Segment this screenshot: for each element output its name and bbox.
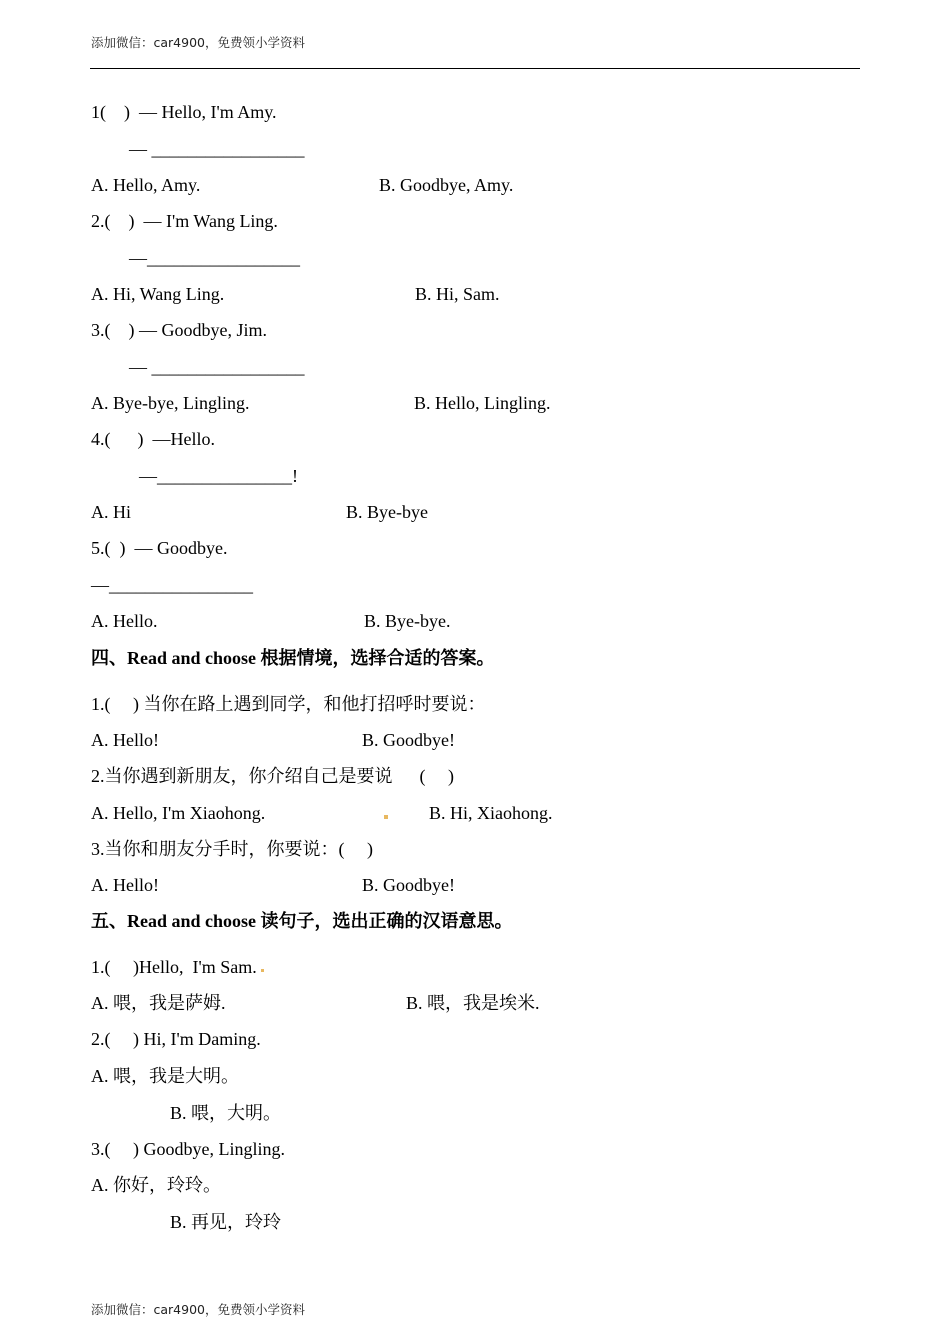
- answer-blank: — _________________: [129, 139, 305, 159]
- question-text: 1.( ) 当你在路上遇到同学，和他打招呼时要说：: [91, 694, 486, 714]
- section-4-title: 四、Read and choose 根据情境，选择合适的答案。: [91, 648, 495, 668]
- option-a: A. 喂，我是萨姆.: [91, 993, 226, 1013]
- option-b: B. Goodbye!: [362, 875, 455, 895]
- answer-blank: —________________: [91, 575, 253, 595]
- question-text: 3.当你和朋友分手时，你要说：( ): [91, 839, 373, 859]
- question-text: 3.( ) — Goodbye, Jim.: [91, 320, 267, 340]
- page-header-note: 添加微信：car4900，免费领小学资料: [91, 35, 305, 50]
- answer-blank: — _________________: [129, 357, 305, 377]
- option-b: B. Hello, Lingling.: [414, 393, 551, 413]
- page-footer-note: 添加微信：car4900，免费领小学资料: [91, 1302, 305, 1317]
- question-text: 2.当你遇到新朋友，你介绍自己是要说 ( ): [91, 766, 454, 786]
- header-rule: [90, 68, 860, 69]
- option-a: A. Hello!: [91, 875, 159, 895]
- option-a: A. Bye-bye, Lingling.: [91, 393, 250, 413]
- question-text: 2.( ) Hi, I'm Daming.: [91, 1029, 261, 1049]
- option-b: B. Hi, Xiaohong.: [429, 803, 553, 823]
- stray-mark: [384, 815, 388, 819]
- option-a: A. Hi: [91, 502, 131, 522]
- section-5-title: 五、Read and choose 读句子，选出正确的汉语意思。: [91, 911, 513, 931]
- option-b: B. 喂，大明。: [170, 1103, 282, 1123]
- question-text: 2.( ) — I'm Wang Ling.: [91, 211, 278, 231]
- option-a: A. Hello.: [91, 611, 158, 631]
- option-a: A. Hi, Wang Ling.: [91, 284, 225, 304]
- question-text: 1.( )Hello, I'm Sam.: [91, 957, 257, 977]
- option-a: A. 你好，玲玲。: [91, 1175, 221, 1195]
- option-a: A. Hello, I'm Xiaohong.: [91, 803, 266, 823]
- question-text: 5.( ) — Goodbye.: [91, 538, 228, 558]
- stray-mark: [261, 969, 264, 972]
- option-a: A. Hello!: [91, 730, 159, 750]
- option-a: A. Hello, Amy.: [91, 175, 201, 195]
- question-text: 3.( ) Goodbye, Lingling.: [91, 1139, 285, 1159]
- option-a: A. 喂，我是大明。: [91, 1066, 239, 1086]
- question-text: 1( ) — Hello, I'm Amy.: [91, 102, 277, 122]
- option-b: B. Goodbye!: [362, 730, 455, 750]
- option-b: B. Hi, Sam.: [415, 284, 500, 304]
- option-b: B. Bye-bye.: [364, 611, 451, 631]
- option-b: B. Goodbye, Amy.: [379, 175, 514, 195]
- answer-blank: —_________________: [129, 248, 300, 268]
- option-b: B. 喂，我是埃米.: [406, 993, 540, 1013]
- answer-blank: —_______________!: [139, 466, 298, 486]
- question-text: 4.( ) —Hello.: [91, 429, 215, 449]
- option-b: B. Bye-bye: [346, 502, 428, 522]
- option-b: B. 再见，玲玲: [170, 1212, 282, 1232]
